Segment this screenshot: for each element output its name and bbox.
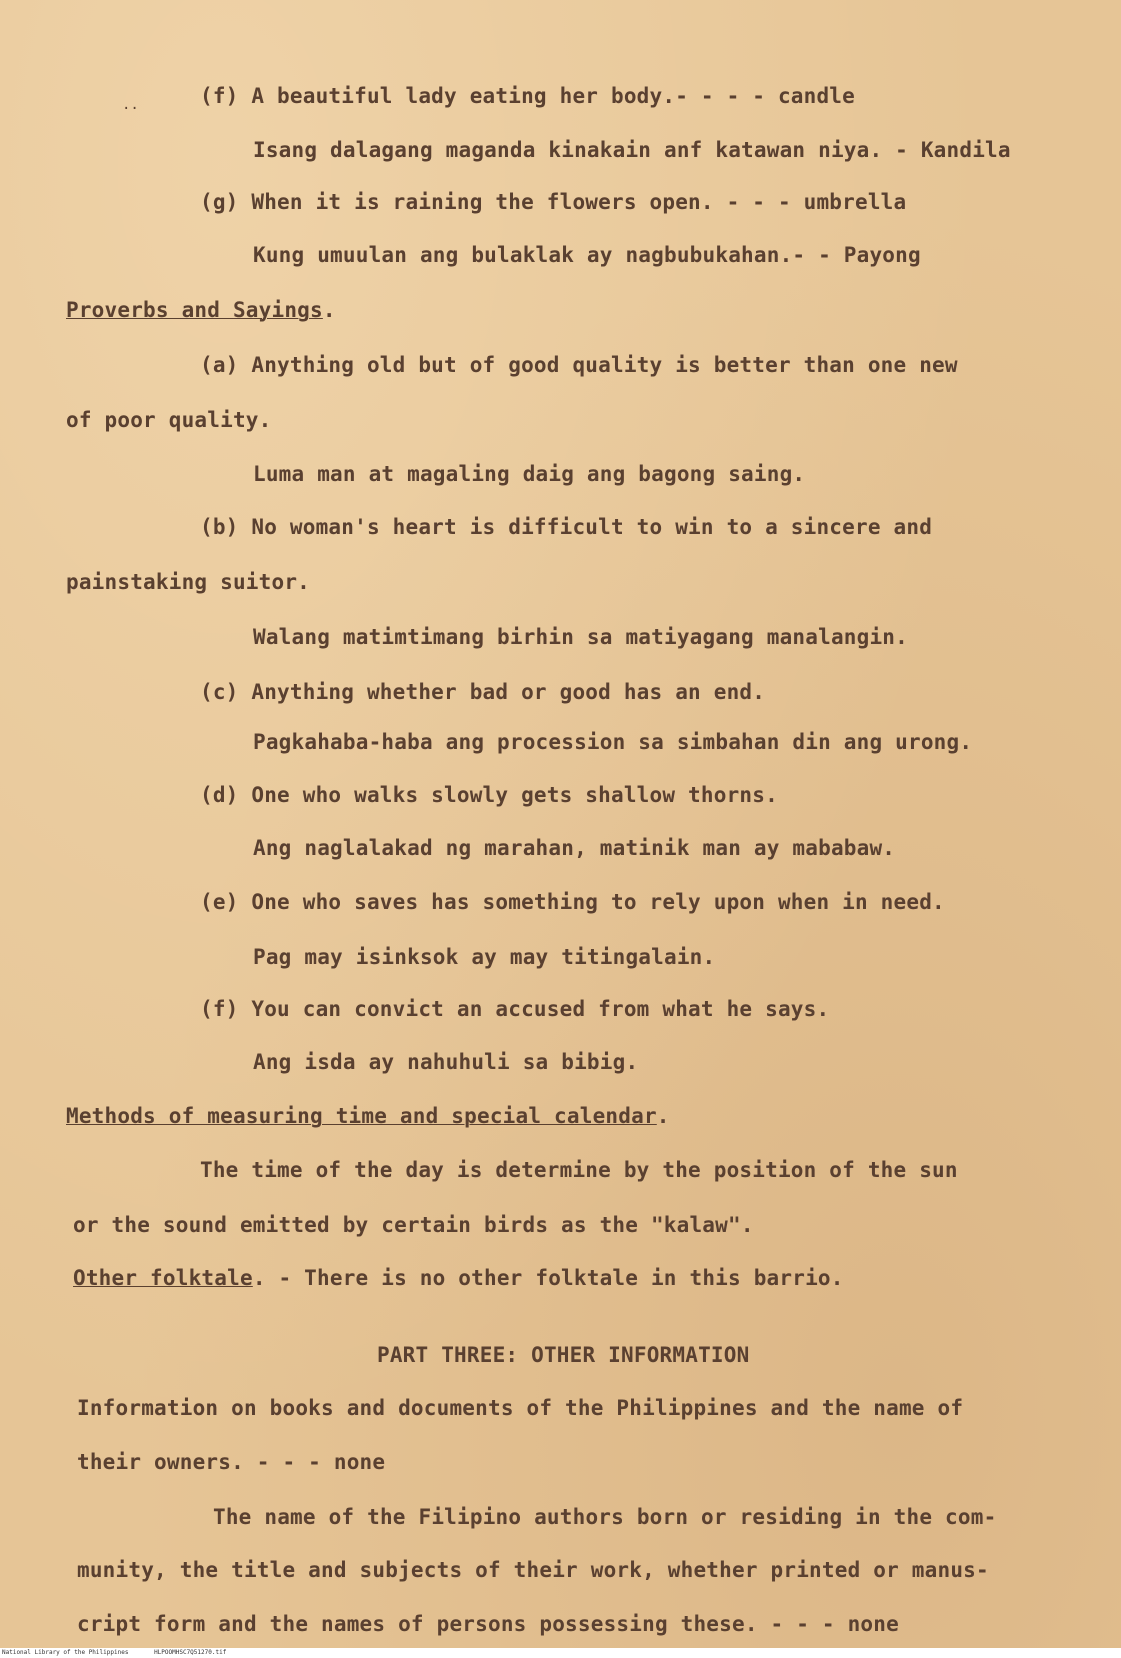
proverbs-heading-punct: . <box>322 298 336 322</box>
folktale-label: Other folktale <box>73 1266 253 1290</box>
proverb-a-english-1: (a) Anything old but of good quality is better than one new <box>200 353 958 377</box>
info-authors-line-3: cript form and the names of persons possessing these. - - - none <box>77 1612 899 1636</box>
proverb-e-tagalog: Pag may isinksok ay may titingalain. <box>253 945 716 969</box>
methods-heading-label: Methods of measuring time and special calendar <box>66 1104 657 1128</box>
info-books-line-1: Information on books and documents of the Philippines and the name of <box>77 1396 964 1420</box>
proverb-b-english-2: painstaking suitor. <box>66 570 311 594</box>
proverb-e-english: (e) One who saves has something to rely upon when in need. <box>200 890 945 914</box>
proverb-b-english-1: (b) No woman's heart is difficult to win to a sincere and <box>200 515 933 539</box>
folktale-paragraph <box>73 1266 844 1290</box>
proverb-a-english-2: of poor quality. <box>66 408 272 432</box>
proverb-f-english: (f) You can convict an accused from what he says. <box>200 997 830 1021</box>
footer-file-id: HLPOOMHSC7Q51270.tif <box>154 1649 227 1656</box>
methods-heading-punct: . <box>656 1104 670 1128</box>
stray-mark: .. <box>122 97 139 113</box>
riddle-g-english: (g) When it is raining the flowers open. - - - umbrella <box>200 190 907 214</box>
proverb-d-english: (d) One who walks slowly gets shallow thorns. <box>200 783 778 807</box>
footer-library: National Library of the Philippines <box>2 1649 129 1656</box>
scan-footer <box>0 1648 1121 1658</box>
proverb-f-tagalog: Ang isda ay nahuhuli sa bibig. <box>253 1050 639 1074</box>
methods-heading <box>66 1104 670 1128</box>
methods-line-2: or the sound emitted by certain birds as the "kalaw". <box>73 1213 754 1237</box>
proverbs-heading <box>66 298 336 322</box>
info-authors-line-1: The name of the Filipino authors born or residing in the com- <box>213 1505 997 1529</box>
proverbs-heading-label: Proverbs and Sayings <box>66 298 323 322</box>
proverb-b-tagalog: Walang matimtimang birhin sa matiyagang manalangin. <box>253 625 908 649</box>
proverb-c-tagalog: Pagkahaba-haba ang procession sa simbahan din ang urong. <box>253 730 973 754</box>
folktale-text: . - There is no other folktale in this barrio. <box>252 1266 844 1290</box>
proverb-a-tagalog: Luma man at magaling daig ang bagong saing. <box>253 462 806 486</box>
part-three-title: PART THREE: OTHER INFORMATION <box>377 1343 750 1367</box>
info-books-line-2: their owners. - - - none <box>77 1450 386 1474</box>
info-authors-line-2: munity, the title and subjects of their work, whether printed or manus- <box>77 1558 989 1582</box>
riddle-f-english: (f) A beautiful lady eating her body.- - - - candle <box>200 84 855 108</box>
riddle-g-tagalog: Kung umuulan ang bulaklak ay nagbubukahan.- - Payong <box>253 243 921 267</box>
riddle-f-tagalog: Isang dalagang maganda kinakain anf katawan niya. - Kandila <box>253 138 1011 162</box>
proverb-d-tagalog: Ang naglalakad ng marahan, matinik man ay mababaw. <box>253 836 896 860</box>
methods-line-1: The time of the day is determine by the position of the sun <box>200 1158 958 1182</box>
proverb-c-english: (c) Anything whether bad or good has an end. <box>200 680 766 704</box>
